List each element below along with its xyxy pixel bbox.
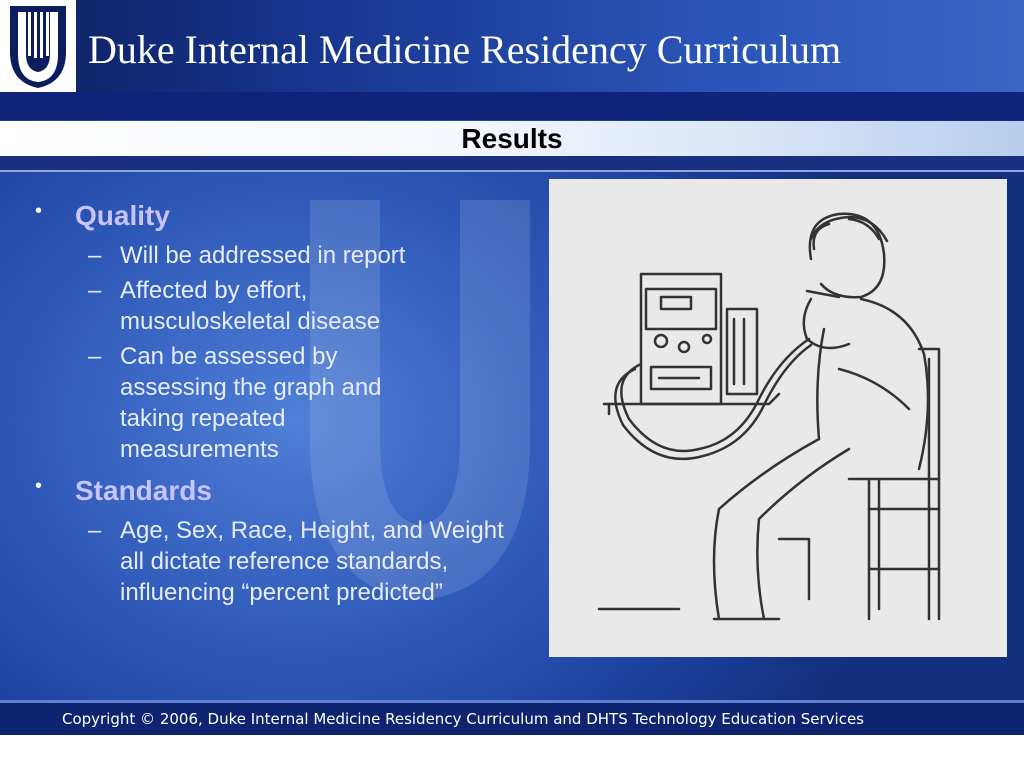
header-bar [0,0,1024,95]
presentation-title: Duke Internal Medicine Residency Curriculum [88,27,842,72]
title-divider-line [0,170,1024,172]
bullet-dot-icon: • [35,200,43,222]
bullet-label-quality: Quality [75,200,170,231]
sub-item-text: Will be addressed in report [120,242,406,269]
sub-item-text: Affected by effort, musculoskeletal disease [120,277,381,335]
dash-icon: – [88,277,102,304]
header-divider [0,92,1024,120]
slide-title: Results [461,123,563,154]
bullet-dot-icon: • [35,475,43,497]
sub-item-text: Age, Sex, Race, Height, and Weight all dictate reference standards, influencing “percent predicted” [120,517,504,606]
bullet-item [30,471,530,511]
bullet-label-standards: Standards [75,475,212,506]
title-divider [0,156,1024,170]
spirometry-illustration [549,179,1007,657]
copyright-text: Copyright © 2006, Duke Internal Medicine Residency Curriculum and DHTS Technology Education Services [62,710,864,728]
sub-item-text: Can be assessed by assessing the graph and taking repeated measurements [120,343,382,463]
bullet-list [30,190,530,608]
bullet-item [30,196,530,236]
spirometry-patient-illustration [549,179,1007,657]
sub-item [30,341,530,465]
duke-logo [0,0,76,92]
sub-item [30,240,530,271]
dash-icon: – [88,242,102,269]
sub-item [30,515,530,608]
dash-icon: – [88,343,102,370]
sub-item [30,275,530,337]
duke-shield-logo-icon [0,0,76,92]
dash-icon: – [88,517,102,544]
